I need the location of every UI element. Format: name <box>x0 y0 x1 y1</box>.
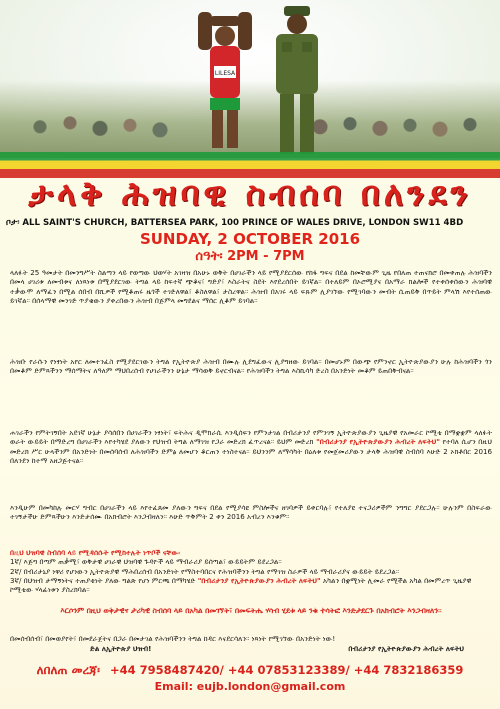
paragraph-organization-text-a: ሐገራችን የምትገኝበት አደገኛ ሁኔታ ያሳሰበን በሀገራችን ነፃነት፣ ፍትሕና ዲሞክራሲ እንዲሰፍን የምንታገል በብሪታንያ የምንገኝ ኢትዮጵያውያን ጊዜያዊ የአመራር ኮሚቴ በማቋቋም ላለፉት ወራት ውይይት በማድረግ በሀገራችን እየተካሄደ ያለውን የህዝብ ትግል ለማገዝ የጋራ መድረክ ፈጥረናል። ይህም መድረክ <box>10 428 492 447</box>
organization-name: "በብሪታንያ የኢትዮጵያውያን ሕብረት ለፍትህ" <box>316 437 440 447</box>
runner-bib-text: LILESA <box>214 70 236 77</box>
contact-phones <box>0 663 500 678</box>
closing-slogan: ድል ለኢትዮጵያ ህዝብ! <box>90 643 152 653</box>
runner-figure-illustration <box>190 6 260 156</box>
paragraph-organization <box>10 428 492 465</box>
agenda-item-3-text-a: 3ኛ/ በህዝብ ታማኝነትና ተጠያቂነት ያለው ግልጽ የሆነ ምርጫ በማካሄድ <box>10 575 196 585</box>
agenda-item-2: 2ኛ/ በብሪታኒያ ነዋሪ የሆነውን ኢትዮጵያዊ ማሕበረሰብ በአንድነት የማስተባበርና የሕዝባችንን ትግል የማገዝ ስራዎች ላይ ማብራሪያና ውይይት ይደረጋል። <box>10 566 400 576</box>
contact-email[interactable]: Email: eujb.london@gmail.com <box>154 680 346 693</box>
event-date: SUNDAY, 2 OCTOBER 2016 <box>139 230 361 248</box>
invitation-appeal: እርሶንም በዚህ ወቅታዊና ታሪካዊ ስብሰባ ላይ በአካል በመገኘት፣ በመፍትሔ ሃሳብ ሂደቱ ላይ ንቁ ተሳትፎ እንድታደርጉ በአክብሮት እንጋብዛለን። <box>60 606 442 615</box>
hero-banner <box>0 0 500 178</box>
closing-line-1: በመሰብሰብ፣ በመወያየት፣ በመደራጀትና በጋራ በመታገል የሕዝባችንን ትግል ከዳር እናደርሳለን። ነጻነት የሚገኘው በአንድነት ነው! <box>10 634 336 643</box>
paragraph-intro: ላለፉት 25 ዓመታት በመንግሥት ስልጣን ላይ የወጣው ህወሃት አገዛዝ በአሁኑ ወቅት በሀገራችን ላይ የሚያደርሰው የከፋ ግፍና በደል ከመቸውም ጊዜ የበለጠ ተጠናክሮ በመቀጠሉ ሕዝባችን በመላ ሀገሪቱ ለመብቱና ለነጻነቱ በሚያደርገው ትግል ላይ ከፍተኛ ጭቆና፣ ግድያ፣ እስራትና ስደት እየደረሰበት ይገኛል። በተለይም በኦሮሚያና በአማራ ክልሎች የተቀሰቀሰውን ሕዝባዊ ተቃውሞ ለማፈን በሚል ሰበብ በሺዎች የሚቆጠሩ ዜጎች ተገድለዋል፣ ቆስለዋል፣ ታስረዋል። ሕዝብ በአገሩ ላይ ፍጹም ሊያገኘው የሚገባውን መብት ሲጠይቅ በጥይት ምላሽ እየተሰጠው ይገኛል። በሰላማዊ መንገድ ጥያቄውን ያቀረበውን ሕዝብ በጅምላ መግደልና ማሰር ሊቆም ይገባል። <box>10 268 492 305</box>
venue-label: ቦታ፡ <box>6 218 20 228</box>
agenda-list <box>10 548 492 594</box>
closing-line-2 <box>10 644 492 654</box>
closing-statement <box>10 634 492 653</box>
event-time <box>0 249 500 264</box>
contact-label: ለበለጠ መረጃ፡ <box>36 663 100 677</box>
agenda-item-1: 1ኛ/ እጅግ በጣም ጠቃሚ፣ ወቅታዊ ሀገራዊ ህዝባዊ ጉዳዮች ላይ ማብራሪያ ይሰጣል፣ ውይይትም ይደረጋል። <box>10 557 282 567</box>
agenda-heading: በዚህ ህዝባዊ ስብሰባ ላይ የሚዳሰሱት የሚከተሉት ነጥቦች ናቸው፡ <box>10 548 181 557</box>
agenda-item-3 <box>10 576 492 595</box>
paragraph-organization-text-b: የተባለ ሲሆን በዚህ መድረክ ሥር ሁላችንም በአንድነት በመሰባሰብ ለሕዝባችን ድምፅ ለመሆን ቆርጠን ተነስተናል። ይህንንም ለማሳካት በዕለቱ የመጀመሪያውን ታላቅ ሕዝባዊ ስብሰባ እሁድ 2 ኦክቶበር 2016 በለንደን ከተማ አዘጋጅተናል። <box>10 437 492 465</box>
closing-signature: በብሪታንያ የኢትዮጵያውያን ሕብረት ለፍትህ <box>348 643 464 653</box>
venue-line <box>6 218 496 228</box>
venue-address: ALL SAINT'S CHURCH, BATTERSEA PARK, 100 PRINCE OF WALES DRIVE, LONDON SW11 4BD <box>22 218 464 228</box>
time-value: 2PM - 7PM <box>227 249 305 264</box>
time-label: ሰዓት፡ <box>195 249 223 264</box>
soldier-figure-illustration <box>268 2 326 162</box>
paragraph-support: ሕዝቡ የራሱን የነፃነት አየር ለመተንፈስ የሚያደርገውን ትግል የኢትዮጵያ ሕዝብ በሙሉ ሊደግፈውና ሊያግዘው ይገባል። በመሆኑም በውጭ የምንኖር ኢትዮጵያውያን ሁሉ ከሕዝባችን ጎን በመቆም ድምጻችንን ማሰማትና ለዓለም ማህበረሰብ የሀገራችንን ሁኔታ ማሳወቅ ይኖርብናል። የሕዝባችን ትግል እስኪሳካ ድረስ በአንድነት መቆም ይጠበቅብናል። <box>10 357 492 376</box>
page-title: ታላቅ ሕዝባዊ ስብሰባ በለንደን <box>28 174 472 213</box>
agenda-item-3-text-b: አካልን በቋሚነት ሊመራ የሚችል አካል በመምረጥ ጊዜያዊ ኮሚቴው ሃላፊነቱን ያስረክባል። <box>10 575 472 595</box>
phone-numbers[interactable]: +44 7958487420/ +44 07853123389/ +44 7832186359 <box>110 663 464 677</box>
agenda-item-3-organization: "በብሪታንያ የኢትዮጵያውያን ሕብረት ለፍትህ" <box>197 575 321 585</box>
paragraph-program: እንዲሁም በመካከሉ መርሃ ግብር በሀገራችን ላይ እየተፈጸመ ያለውን ግፍና በደል የሚያሳዩ ምስሎችና ዘገባዎች ይቀርባሉ፣ የተለያዩ ተናጋሪዎችም ንግግር ያደርጋሉ። ሁሉንም በስፍራው ተገኝታችሁ ድምጻችሁን እንድታሰሙ በአክብሮት እንጋብዛለን። እሁድ ጥቅምት 2 ቀን 2016 አብረን እንቁም። <box>10 503 493 522</box>
